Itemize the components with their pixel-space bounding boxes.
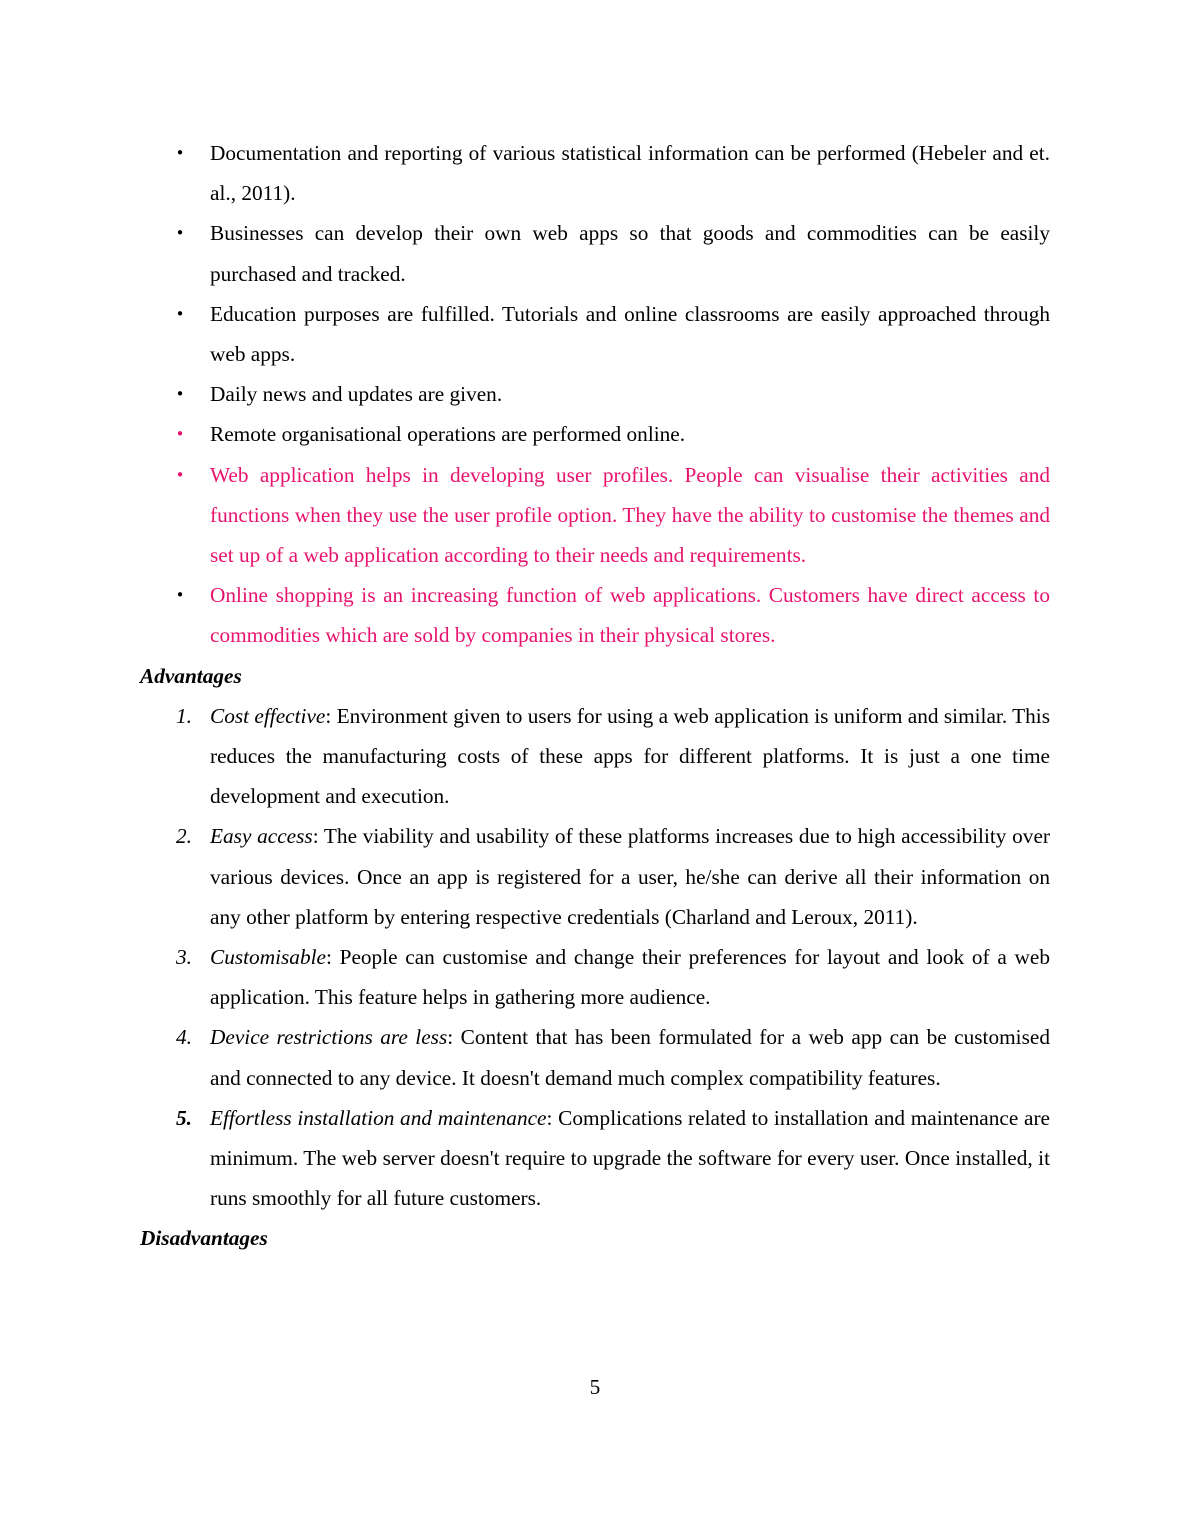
advantage-term: Device restrictions are less <box>210 1025 448 1050</box>
advantage-description: Complications related to installation and maintenance are minimum. The web server doesn't require to upgrade the software for every user. Once installed, it runs smoothly for all future customers. <box>210 1105 1050 1211</box>
list-item <box>140 1098 1050 1219</box>
advantage-description: Environment given to users for using a web application is uniform and similar. This reduces the manufacturing costs of these apps for different platforms. It is just a one time development and execution. <box>210 703 1050 809</box>
disadvantages-heading: Disadvantages <box>140 1226 268 1251</box>
advantages-list <box>140 696 1050 1219</box>
list-item-text: Education purposes are fulfilled. Tutorials and online classrooms are easily approached through web apps. <box>210 301 1050 367</box>
list-item <box>140 414 1050 454</box>
list-number: 3. <box>176 945 192 970</box>
advantage-term: Cost effective <box>210 703 326 728</box>
list-number: 2. <box>176 824 192 849</box>
bullet-icon: • <box>175 224 185 243</box>
list-item-text: Documentation and reporting of various statistical information can be performed (Hebeler and et. al., 2011). <box>210 141 1050 206</box>
list-item <box>140 816 1050 937</box>
bullet-icon: • <box>175 385 185 404</box>
web-app-uses-list <box>140 133 1050 656</box>
list-number: 5. <box>176 1105 192 1130</box>
list-item-text: Web application helps in developing user profiles. People can visualise their activities and functions when they use the user profile option. They have the ability to customise the themes and set up of a web application according to their needs and requirements. <box>210 462 1050 568</box>
advantage-description: Content that has been formulated for a web app can be customised and connected to any device. It doesn't demand much complex compatibility features. <box>210 1025 1050 1090</box>
list-item <box>140 575 1050 655</box>
advantage-description: People can customise and change their preferences for layout and look of a web application. This feature helps in gathering more audience. <box>210 945 1050 1010</box>
list-item <box>140 696 1050 817</box>
term-separator: : <box>312 824 319 849</box>
list-item <box>140 937 1050 1017</box>
term-separator: : <box>325 703 332 728</box>
bullet-icon: • <box>175 465 185 484</box>
list-item-text: Remote organisational operations are performed online. <box>210 422 686 447</box>
list-item-text: Online shopping is an increasing function of web applications. Customers have direct access to commodities which are sold by companies in their physical stores. <box>210 583 1050 648</box>
bullet-icon: • <box>175 304 185 323</box>
list-item <box>140 294 1050 374</box>
list-number: 1. <box>176 703 192 728</box>
list-item <box>140 213 1050 293</box>
bullet-icon: • <box>175 144 185 162</box>
advantage-term: Effortless installation and maintenance <box>210 1105 547 1130</box>
list-item-text: Daily news and updates are given. <box>210 382 503 407</box>
page-number: 5 <box>589 1375 601 1399</box>
term-separator: : <box>325 945 332 970</box>
term-separator: : <box>546 1105 553 1130</box>
list-item-text: Businesses can develop their own web apps so that goods and commodities can be easily purchased and tracked. <box>210 221 1050 286</box>
list-number: 4. <box>176 1025 192 1050</box>
advantage-term: Customisable <box>210 945 326 970</box>
advantage-description: The viability and usability of these platforms increases due to high accessibility over various devices. Once an app is registered for a user, he/she can derive all their information on any other platform by entering respective credentials (Charland and Leroux, 2011). <box>210 824 1050 929</box>
list-item <box>140 455 1050 576</box>
list-item <box>140 133 1050 213</box>
document-page <box>140 133 1050 1259</box>
advantage-term: Easy access <box>210 824 313 849</box>
advantages-heading: Advantages <box>140 663 242 688</box>
list-item <box>140 374 1050 414</box>
bullet-icon: • <box>175 586 185 605</box>
list-item <box>140 1017 1050 1097</box>
term-separator: : <box>447 1025 454 1050</box>
bullet-icon: • <box>175 425 185 444</box>
